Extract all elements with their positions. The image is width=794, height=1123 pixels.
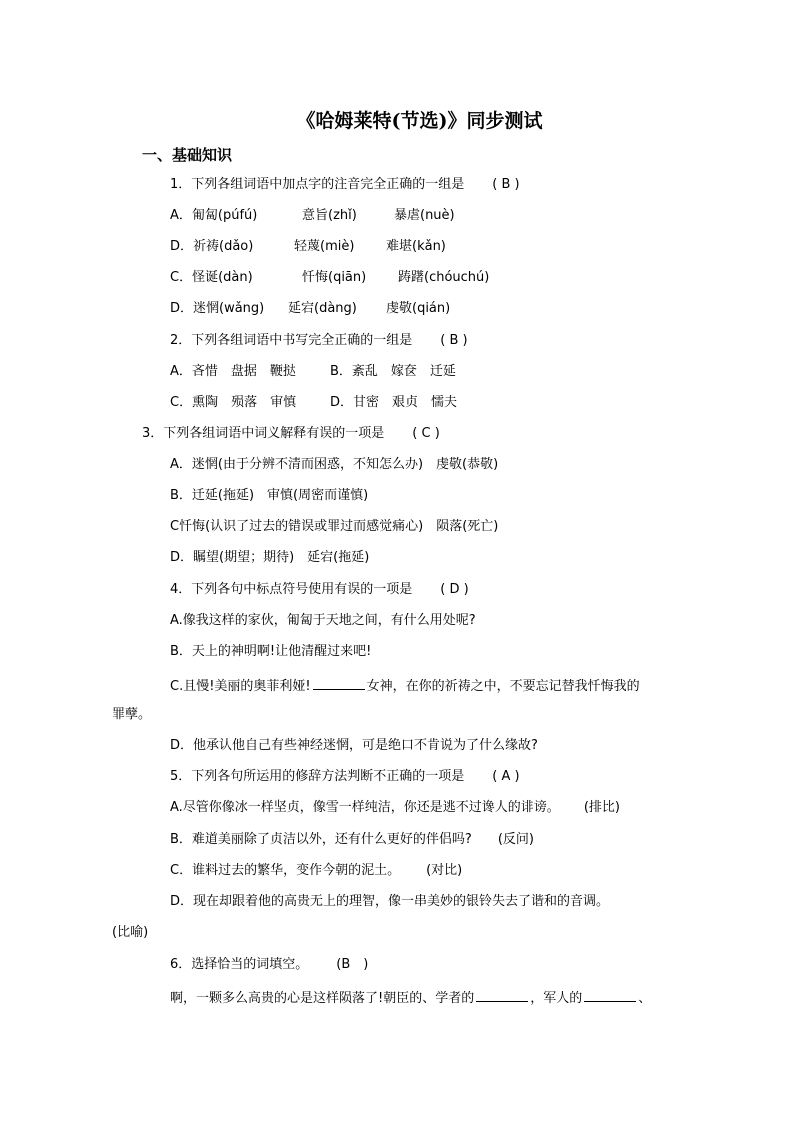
question-5-answer: ( A )	[492, 769, 520, 784]
question-3-option-c: C忏悔(认识了过去的错误或罪过而感觉痛心) 陨落(死亡)	[170, 519, 499, 534]
question-5-option-c: C．谁料过去的繁华，变作今朝的泥土。 (对比)	[170, 863, 463, 878]
question-1-option-c: C．怪诞(dàn) 忏悔(qiān) 踌躇(chóuchú)	[170, 270, 490, 285]
question-5-stem: 5．下列各句所运用的修辞方法判断不正确的一项是	[170, 769, 465, 784]
question-2-options-cd: C．熏陶 殒落 审慎 D．甘密 艰贞 懦夫	[170, 395, 458, 410]
question-2	[170, 332, 468, 350]
question-4-stem: 4．下列各句中标点符号使用有误的一项是	[170, 582, 413, 597]
question-3-option-a: A．迷惘(由于分辨不清而困惑，不知怎么办) 虔敬(恭敬)	[170, 457, 499, 472]
question-1-stem: 1．下列各组词语中加点字的注音完全正确的一组是	[170, 177, 465, 192]
question-5-option-b: B．难道美丽除了贞洁以外，还有什么更好的伴侣吗? (反问)	[170, 832, 534, 847]
question-1-answer: ( B )	[492, 177, 520, 192]
question-5	[170, 768, 520, 786]
question-2-options-ab: A．吝惜 盘据 鞭挞 B．紊乱 嫁奁 迁延	[170, 364, 456, 379]
question-4-option-a: A.像我这样的家伙，匍匐于天地之间，有什么用处呢?	[170, 613, 476, 628]
question-4-option-c-continued: 罪孽。	[112, 707, 152, 722]
question-6-answer: (B )	[336, 957, 369, 972]
fill-blank	[313, 675, 365, 690]
question-3-answer: ( C )	[412, 426, 440, 441]
fill-blank	[584, 987, 636, 1002]
question-2-answer: ( B )	[440, 333, 468, 348]
question-4-answer: ( D )	[440, 582, 469, 597]
question-1-option-b: D．祈祷(dǎo) 轻蔑(miè) 难堪(kǎn)	[170, 239, 446, 254]
question-6	[170, 956, 368, 974]
question-6-stem: 6．选择恰当的词填空。	[170, 957, 309, 972]
question-3	[142, 425, 440, 443]
question-3-option-b: B．迁延(拖延) 审慎(周密而谨慎)	[170, 488, 369, 503]
question-4-option-c: C.且慢!美丽的奥菲利娅! 女神，在你的祈祷之中，不要忘记替我忏悔我的	[170, 675, 640, 696]
question-5-option-a: A.尽管你像冰一样坚贞，像雪一样纯洁，你还是逃不过谗人的诽谤。 (排比)	[170, 800, 620, 815]
question-5-option-d-continued: (比喻)	[112, 925, 149, 940]
question-4-option-d: D．他承认他自己有些神经迷惘，可是绝口不肯说为了什么缘故?	[170, 738, 538, 753]
fill-blank	[476, 987, 528, 1002]
question-1	[170, 176, 520, 194]
page-title: 《哈姆莱特(节选)》同步测试	[296, 110, 543, 132]
question-4-option-b: B．天上的神明啊!让他清醒过来吧!	[170, 644, 372, 659]
section-heading: 一、基础知识	[142, 146, 233, 164]
question-5-option-d: D．现在却跟着他的高贵无上的理智，像一串美妙的银铃失去了谐和的音调。	[170, 894, 610, 909]
question-1-option-d: D．迷惘(wǎng) 延宕(dàng) 虔敬(qián)	[170, 301, 451, 316]
question-2-stem: 2．下列各组词语中书写完全正确的一组是	[170, 333, 413, 348]
question-4	[170, 581, 469, 599]
question-3-stem: 3．下列各组词语中词义解释有误的一项是	[142, 426, 385, 441]
question-1-option-a: A．匍匐(púfú) 意旨(zhǐ) 暴虐(nuè)	[170, 208, 455, 223]
question-3-option-d: D．瞩望(期望；期待) 延宕(拖延)	[170, 550, 370, 565]
question-6-text: 啊，一颗多么高贵的心是这样陨落了!朝臣的、学者的 ，军人的 、	[170, 987, 651, 1008]
